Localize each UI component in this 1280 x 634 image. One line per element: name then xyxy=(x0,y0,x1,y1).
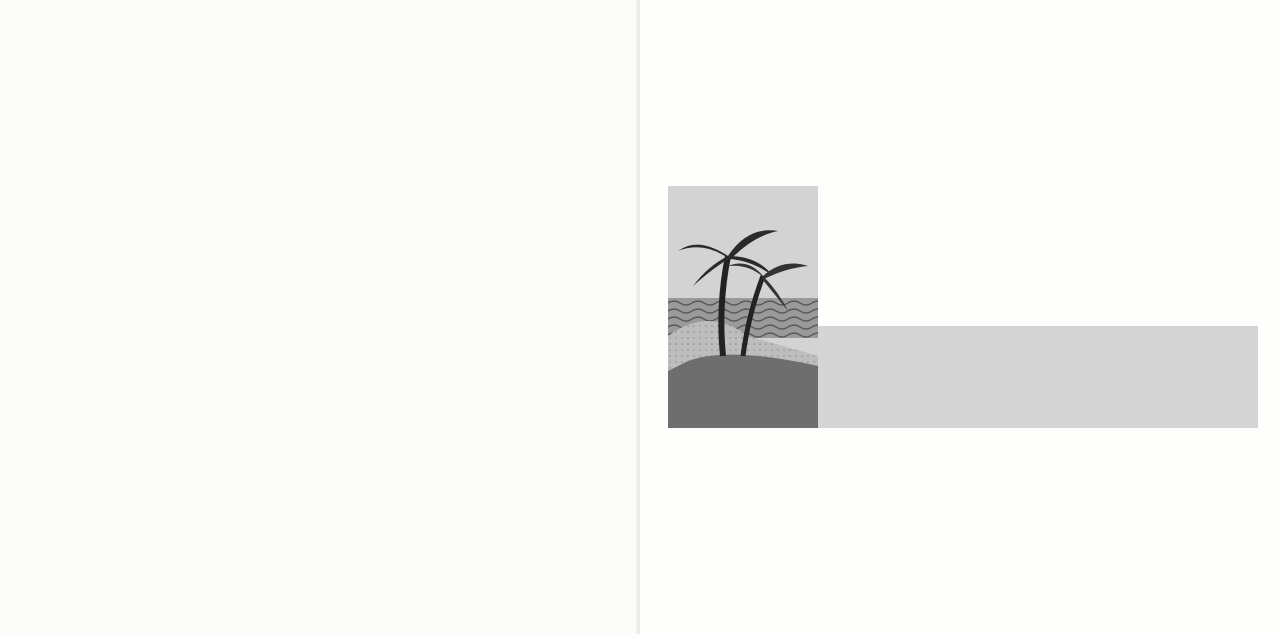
track-1-title xyxy=(38,28,48,47)
track-2-title xyxy=(110,378,120,397)
artwork xyxy=(668,186,1258,428)
right-page xyxy=(640,0,1280,634)
artwork-graphic xyxy=(668,186,1258,428)
